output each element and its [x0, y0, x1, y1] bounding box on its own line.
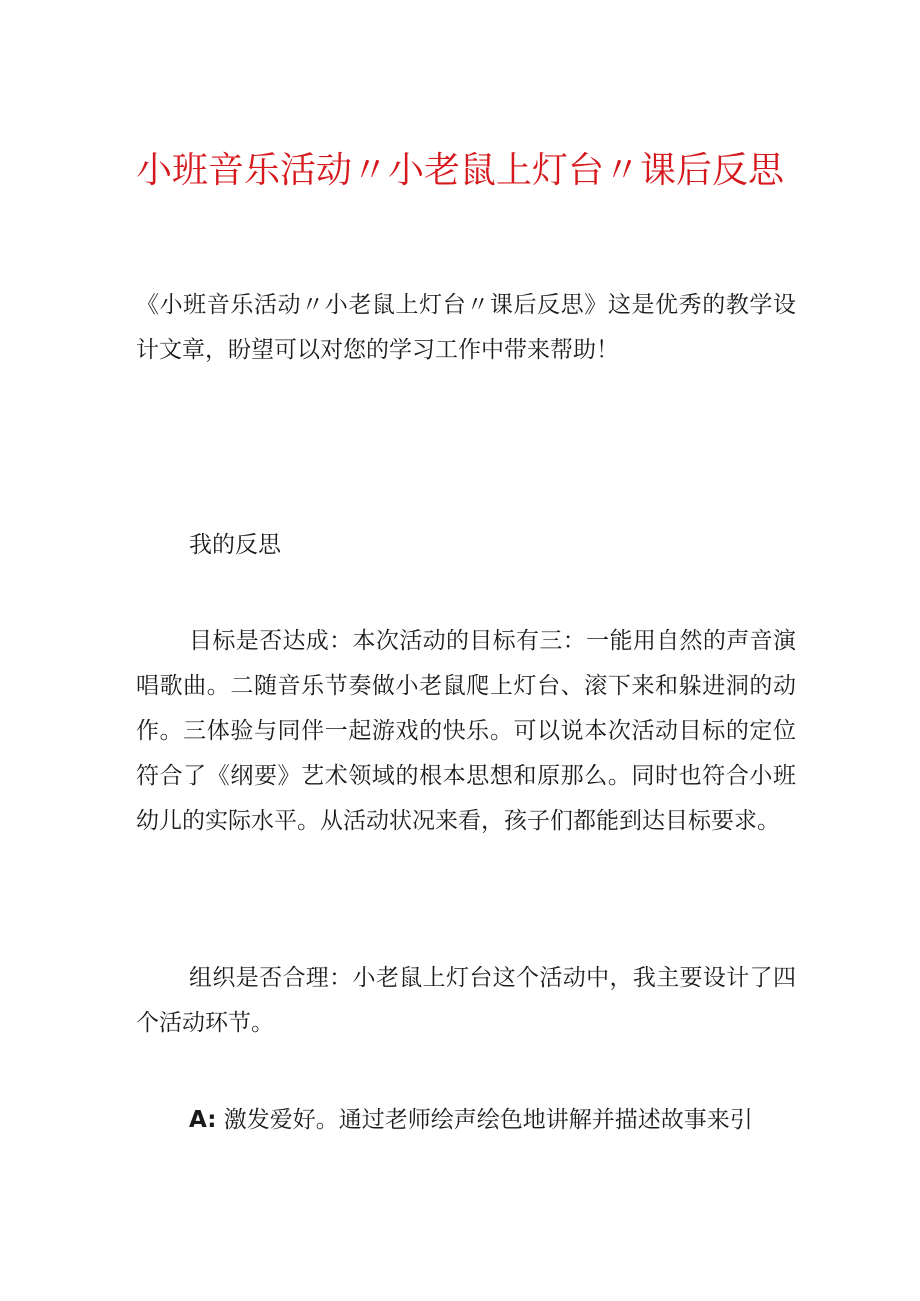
step-a-label: A: — [189, 1107, 217, 1133]
intro-paragraph: 《小班音乐活动〃小老鼠上灯台〃课后反思》这是优秀的教学设计文章，盼望可以对您的学习工作中带来帮助！ — [136, 292, 796, 363]
step-a-paragraph — [136, 1098, 796, 1143]
step-a-text: 激发爱好。通过老师绘声绘色地讲解并描述故事来引 — [223, 1107, 753, 1133]
goals-paragraph: 目标是否达成：本次活动的目标有三：一能用自然的声音演唱歌曲。二随音乐节奏做小老鼠爬上灯台、滚下来和躲进洞的动作。三体验与同伴一起游戏的快乐。可以说本次活动目标的定位符合了《纲要》艺术领域的根本思想和原那么。同时也符合小班幼儿的实际水平。从活动状况来看，孩子们都能到达目标要求。 — [136, 628, 796, 834]
document-title: 小班音乐活动〃小老鼠上灯台〃课后反思 — [135, 150, 784, 191]
organization-paragraph: 组织是否合理：小老鼠上灯台这个活动中，我主要设计了四个活动环节。 — [136, 965, 796, 1036]
section-heading: 我的反思 — [189, 532, 281, 558]
